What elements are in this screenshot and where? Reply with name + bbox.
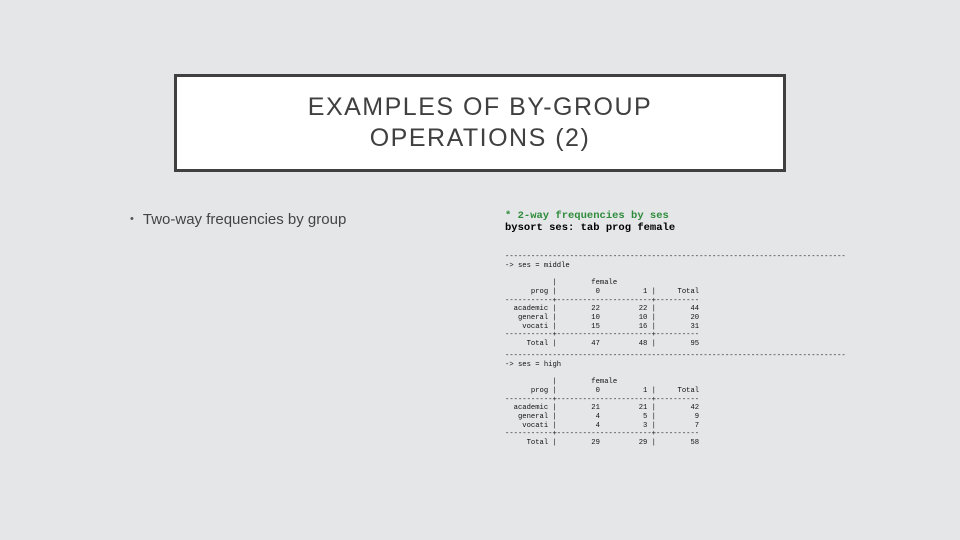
output-block-middle: ------------------------------------------------------------------------------- -> ses = middle | female prog | 0 1 | Total -----------+----------------------+---------- academic | 22 22 | 44 general | 10 10 | 20 vocati | 15 16 | 31 -----------+----------------------+---------- Total | 47 48 | 95: [505, 253, 846, 349]
slide-title-line-1: EXAMPLES OF BY-GROUP: [307, 93, 653, 121]
code-comment: * 2-way frequencies by ses: [505, 210, 669, 222]
bullet-text: Two-way frequencies by group: [142, 211, 347, 228]
slide-title-line-2: OPERATIONS (2): [369, 124, 591, 152]
output-block-high: ------------------------------------------------------------------------------- -> ses = high | female prog | 0 1 | Total -----------+----------------------+---------- academic | 21 21 | 42 general | 4 5 | 9 vocati | 4 3 | 7 -----------+----------------------+---------- Total | 29 29 | 58: [505, 352, 846, 448]
code-block: [505, 210, 675, 234]
bullet-item: [130, 211, 346, 228]
slide-title-box: [174, 74, 786, 172]
bullet-dot-icon: •: [130, 213, 134, 225]
code-command: bysort ses: tab prog female: [505, 222, 676, 234]
